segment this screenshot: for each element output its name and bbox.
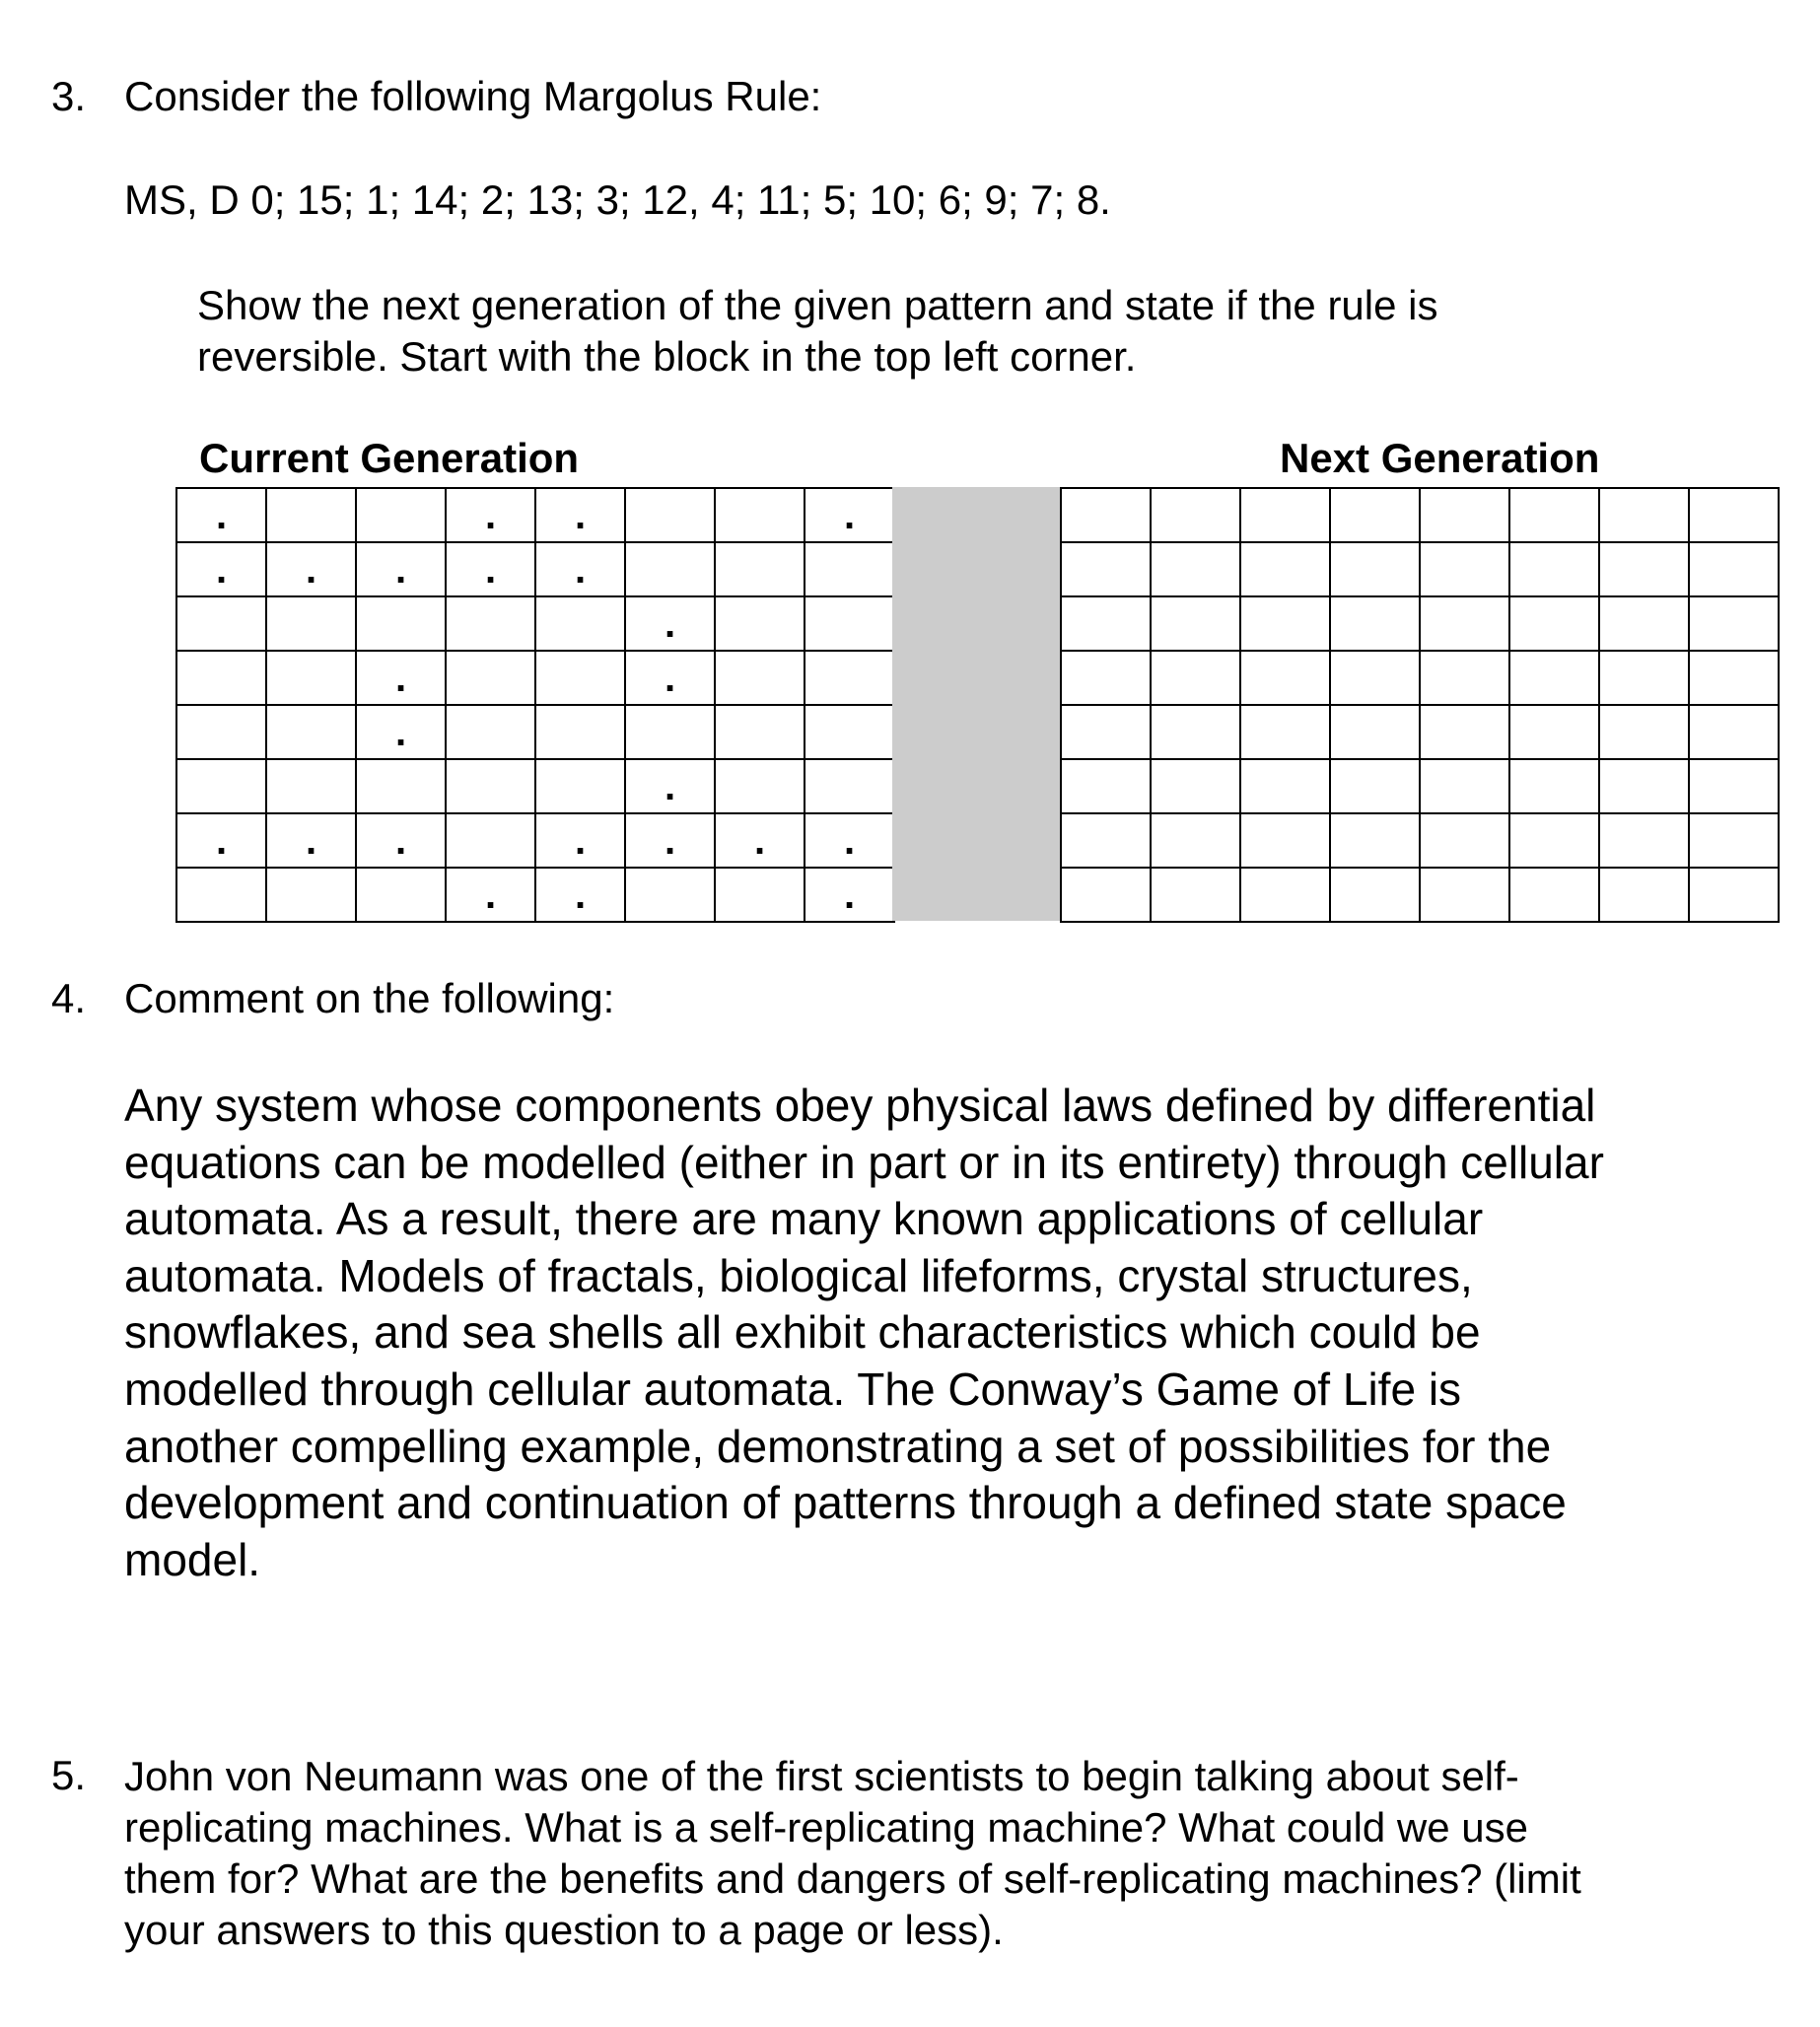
statement-line: snowflakes, and sea shells all exhibit characteristics which could be	[124, 1306, 1481, 1359]
next-cell[interactable]	[1061, 868, 1151, 922]
next-cell[interactable]	[1330, 488, 1420, 542]
q3-prompt: Consider the following Margolus Rule:	[124, 73, 822, 119]
next-cell[interactable]	[1330, 868, 1420, 922]
next-cell[interactable]	[1061, 488, 1151, 542]
current-cell: .	[535, 868, 625, 922]
grid-row	[176, 813, 894, 868]
next-cell[interactable]	[1689, 596, 1779, 651]
statement-line: development and continuation of patterns through a defined state space	[124, 1477, 1567, 1529]
grid-divider	[892, 487, 1060, 921]
current-cell	[715, 868, 805, 922]
next-cell[interactable]	[1061, 759, 1151, 813]
current-cell	[535, 705, 625, 759]
current-cell: .	[715, 813, 805, 868]
next-cell[interactable]	[1509, 542, 1599, 596]
current-cell	[446, 596, 535, 651]
next-cell[interactable]	[1151, 759, 1240, 813]
current-cell	[446, 813, 535, 868]
grid-row	[1061, 759, 1779, 813]
current-cell	[446, 651, 535, 705]
next-cell[interactable]	[1689, 542, 1779, 596]
next-cell[interactable]	[1689, 651, 1779, 705]
next-cell[interactable]	[1151, 813, 1240, 868]
current-cell	[715, 651, 805, 705]
current-cell	[266, 488, 356, 542]
next-cell[interactable]	[1689, 705, 1779, 759]
next-cell[interactable]	[1420, 542, 1509, 596]
grid-row	[1061, 651, 1779, 705]
next-cell[interactable]	[1330, 813, 1420, 868]
next-cell[interactable]	[1420, 488, 1509, 542]
next-cell[interactable]	[1420, 813, 1509, 868]
current-cell	[176, 705, 266, 759]
next-cell[interactable]	[1599, 542, 1689, 596]
next-cell[interactable]	[1420, 596, 1509, 651]
next-cell[interactable]	[1061, 542, 1151, 596]
current-cell	[266, 868, 356, 922]
current-cell	[535, 596, 625, 651]
next-cell[interactable]	[1240, 542, 1330, 596]
next-cell[interactable]	[1509, 813, 1599, 868]
next-cell[interactable]	[1330, 759, 1420, 813]
next-cell[interactable]	[1240, 488, 1330, 542]
grid-row	[1061, 813, 1779, 868]
next-cell[interactable]	[1330, 596, 1420, 651]
next-cell[interactable]	[1240, 759, 1330, 813]
current-generation-grid	[175, 487, 895, 923]
next-cell[interactable]	[1151, 705, 1240, 759]
next-cell[interactable]	[1689, 868, 1779, 922]
next-cell[interactable]	[1330, 542, 1420, 596]
current-cell	[535, 651, 625, 705]
current-cell	[356, 868, 446, 922]
next-cell[interactable]	[1689, 813, 1779, 868]
next-cell[interactable]	[1061, 813, 1151, 868]
current-cell	[176, 759, 266, 813]
current-cell: .	[176, 813, 266, 868]
next-cell[interactable]	[1509, 759, 1599, 813]
next-cell[interactable]	[1151, 488, 1240, 542]
statement-line: automata. As a result, there are many known applications of cellular	[124, 1193, 1484, 1245]
next-cell[interactable]	[1599, 596, 1689, 651]
next-cell[interactable]	[1599, 488, 1689, 542]
q3-number: 3.	[51, 73, 87, 119]
current-cell	[625, 488, 715, 542]
next-cell[interactable]	[1599, 651, 1689, 705]
margolus-rule: MS, D 0; 15; 1; 14; 2; 13; 3; 12, 4; 11; 5; 10; 6; 9; 7; 8.	[124, 176, 1111, 223]
current-cell	[266, 596, 356, 651]
grid-row	[176, 759, 894, 813]
current-cell	[625, 868, 715, 922]
current-cell: .	[266, 542, 356, 596]
grid-row	[1061, 868, 1779, 922]
next-cell[interactable]	[1420, 651, 1509, 705]
q4-prompt: Comment on the following:	[124, 975, 615, 1021]
current-cell	[356, 759, 446, 813]
current-cell	[715, 488, 805, 542]
current-cell	[446, 759, 535, 813]
grid-row	[176, 596, 894, 651]
next-cell[interactable]	[1509, 651, 1599, 705]
current-generation-label: Current Generation	[199, 435, 580, 481]
current-cell	[535, 759, 625, 813]
current-cell: .	[356, 813, 446, 868]
current-cell: .	[176, 488, 266, 542]
current-cell: .	[625, 759, 715, 813]
next-cell[interactable]	[1509, 488, 1599, 542]
grid-row	[1061, 596, 1779, 651]
current-cell	[715, 542, 805, 596]
statement-line: modelled through cellular automata. The Conway’s Game of Life is	[124, 1363, 1462, 1415]
current-cell	[715, 705, 805, 759]
statement-line: model.	[124, 1533, 261, 1585]
grid-row	[1061, 705, 1779, 759]
question-line: replicating machines. What is a self-replicating machine? What could we use	[124, 1804, 1529, 1851]
current-cell: .	[805, 813, 894, 868]
instruction-line: reversible. Start with the block in the top left corner.	[197, 333, 1137, 380]
current-cell: .	[805, 488, 894, 542]
next-cell[interactable]	[1330, 705, 1420, 759]
q5-number: 5.	[51, 1752, 87, 1798]
current-cell: .	[446, 542, 535, 596]
current-cell: .	[535, 488, 625, 542]
current-cell: .	[535, 542, 625, 596]
grid-row	[176, 542, 894, 596]
current-cell	[266, 651, 356, 705]
grid-row	[176, 651, 894, 705]
next-cell[interactable]	[1240, 813, 1330, 868]
next-cell[interactable]	[1240, 651, 1330, 705]
current-cell: .	[266, 813, 356, 868]
current-cell	[266, 705, 356, 759]
current-cell: .	[176, 542, 266, 596]
q3-instruction	[197, 280, 1437, 383]
next-cell[interactable]	[1151, 651, 1240, 705]
current-cell: .	[356, 651, 446, 705]
statement-line: Any system whose components obey physical laws defined by differential	[124, 1080, 1596, 1131]
current-cell: .	[356, 542, 446, 596]
statement-line: another compelling example, demonstrating a set of possibilities for the	[124, 1420, 1552, 1472]
q5-question	[124, 1751, 1581, 1956]
next-cell[interactable]	[1420, 759, 1509, 813]
current-cell	[805, 596, 894, 651]
current-cell	[625, 705, 715, 759]
grid-row	[1061, 488, 1779, 542]
current-cell	[266, 759, 356, 813]
next-cell[interactable]	[1599, 813, 1689, 868]
question-line: your answers to this question to a page or less).	[124, 1907, 1004, 1953]
next-cell[interactable]	[1240, 596, 1330, 651]
current-cell	[805, 759, 894, 813]
current-cell	[356, 596, 446, 651]
next-cell[interactable]	[1509, 705, 1599, 759]
grid-row	[176, 705, 894, 759]
q4-statement	[124, 1078, 1604, 1588]
grid-row	[176, 868, 894, 922]
current-cell	[805, 542, 894, 596]
next-cell[interactable]	[1420, 705, 1509, 759]
next-cell[interactable]	[1061, 596, 1151, 651]
statement-line: equations can be modelled (either in part or in its entirety) through cellular	[124, 1136, 1604, 1188]
current-cell: .	[805, 868, 894, 922]
next-cell[interactable]	[1151, 868, 1240, 922]
next-cell[interactable]	[1061, 705, 1151, 759]
next-cell[interactable]	[1420, 868, 1509, 922]
next-cell[interactable]	[1599, 868, 1689, 922]
question-line: John von Neumann was one of the first scientists to begin talking about self-	[124, 1753, 1519, 1799]
current-cell	[805, 651, 894, 705]
next-cell[interactable]	[1151, 542, 1240, 596]
next-cell[interactable]	[1599, 705, 1689, 759]
current-cell	[176, 868, 266, 922]
current-cell: .	[625, 813, 715, 868]
next-cell[interactable]	[1151, 596, 1240, 651]
current-cell: .	[535, 813, 625, 868]
next-cell[interactable]	[1240, 705, 1330, 759]
statement-line: automata. Models of fractals, biological lifeforms, crystal structures,	[124, 1249, 1473, 1301]
current-cell: .	[446, 488, 535, 542]
next-cell[interactable]	[1240, 868, 1330, 922]
next-generation-label: Next Generation	[1280, 435, 1600, 481]
next-cell[interactable]	[1509, 868, 1599, 922]
next-generation-grid	[1060, 487, 1780, 923]
current-cell	[446, 705, 535, 759]
next-cell[interactable]	[1509, 596, 1599, 651]
current-cell	[356, 488, 446, 542]
grid-row	[176, 488, 894, 542]
current-cell	[176, 596, 266, 651]
current-cell: .	[356, 705, 446, 759]
grid-row	[1061, 542, 1779, 596]
current-cell: .	[625, 651, 715, 705]
current-cell	[625, 542, 715, 596]
next-cell[interactable]	[1061, 651, 1151, 705]
current-cell	[176, 651, 266, 705]
next-cell[interactable]	[1330, 651, 1420, 705]
current-cell	[715, 759, 805, 813]
next-cell[interactable]	[1599, 759, 1689, 813]
q4-number: 4.	[51, 975, 87, 1021]
question-line: them for? What are the benefits and dangers of self-replicating machines? (limit	[124, 1855, 1581, 1902]
next-cell[interactable]	[1689, 488, 1779, 542]
current-cell	[805, 705, 894, 759]
current-cell: .	[625, 596, 715, 651]
current-cell: .	[446, 868, 535, 922]
instruction-line: Show the next generation of the given pattern and state if the rule is	[197, 282, 1438, 328]
current-cell	[715, 596, 805, 651]
next-cell[interactable]	[1689, 759, 1779, 813]
